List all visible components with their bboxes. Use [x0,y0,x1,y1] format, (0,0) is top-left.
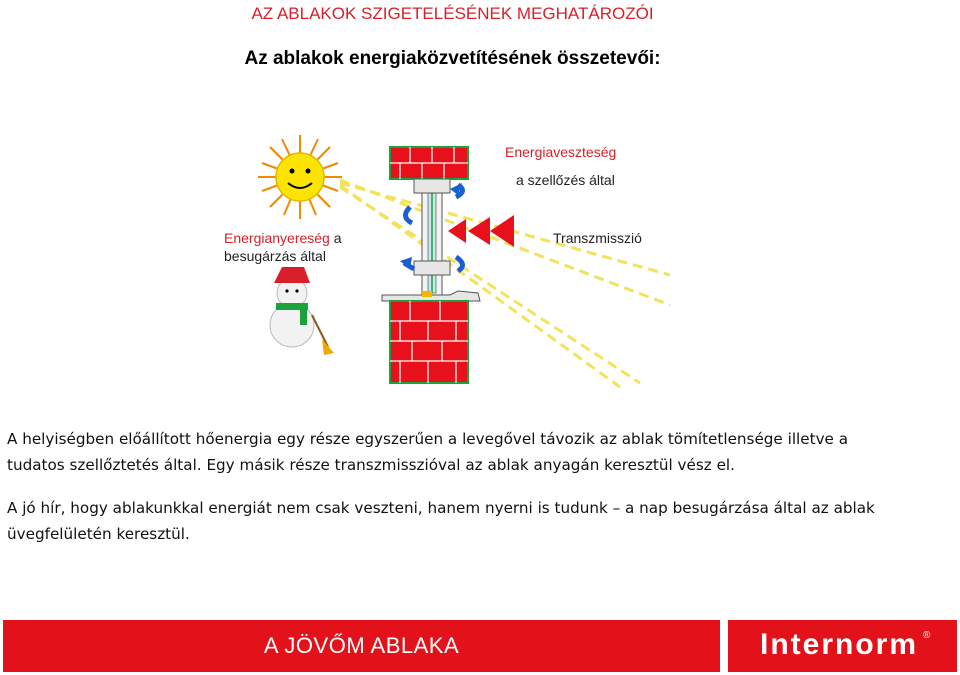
page-header: AZ ABLAKOK SZIGETELÉSÉNEK MEGHATÁROZÓI [251,4,654,23]
paragraph-1: A helyiségben előállított hőenergia egy része egyszerűen a levegővel távozik az ablak tömítetlensége illetve a tudatos szellőztetés által. Egy másik része transzmisszióval az ablak anyagán keresztül vész el. [7,430,849,474]
internorm-logo: Internorm [760,628,919,661]
transmission-label: Transzmisszió [553,230,642,246]
loss-title: Energiaveszteség [505,144,617,160]
page-subtitle: Az ablakok energiaközvetítésének összetevői: [244,48,661,69]
footer-slogan-bar [3,620,720,672]
gain-subtitle: besugárzás által [224,248,326,264]
footer-brand-bar [728,620,957,672]
brick-wall-lower-icon [390,301,468,383]
gain-a: a [329,230,342,246]
snowman-icon [270,267,334,355]
gain-label [224,229,342,248]
gain-title: Energianyereség [224,230,330,246]
sun-icon [258,135,342,219]
loss-subtitle: a szellőzés által [516,172,615,188]
paragraph-2: A jó hír, hogy ablakunkkal energiát nem csak veszteni, hanem nyerni is tudunk – a nap besugárzása által az ablak üvegfelületén keresztül. [7,499,875,543]
footer-slogan: A JÖVŐM ABLAKA [263,633,460,658]
brick-wall-upper-icon [390,147,468,179]
transmission-arrows-icon [448,215,514,247]
registered-mark: ® [923,630,931,641]
energy-diagram [200,125,720,390]
